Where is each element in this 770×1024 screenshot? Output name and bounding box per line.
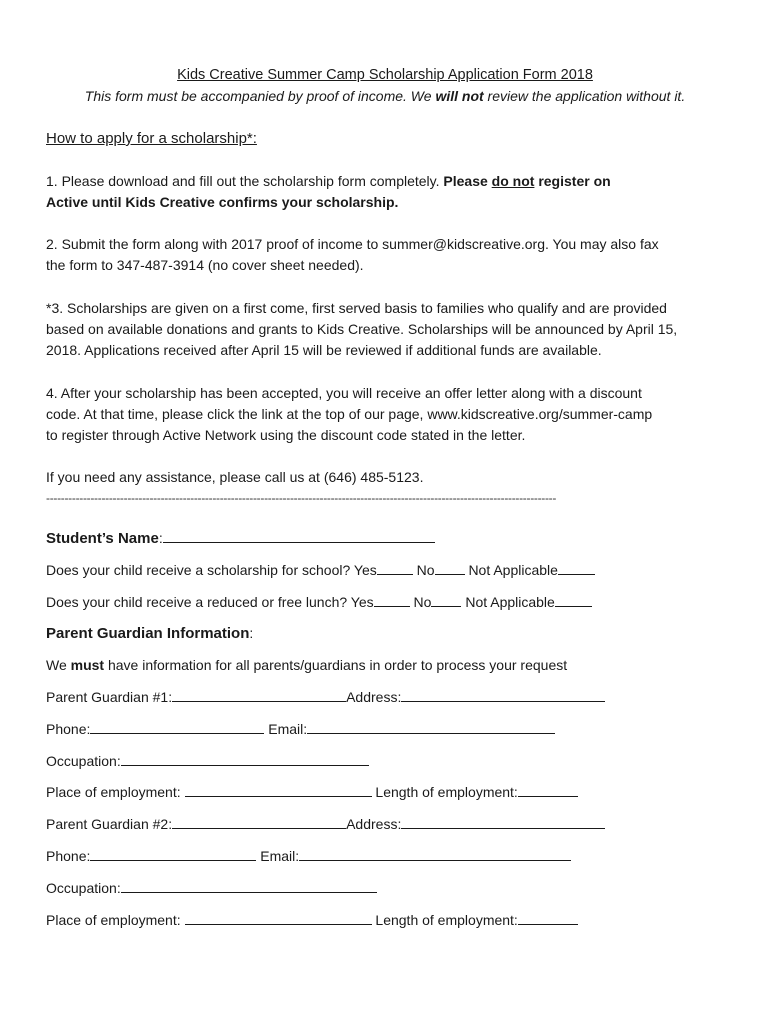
parent-guardian-heading: Parent Guardian Information bbox=[46, 625, 250, 642]
lunch-no-label: No bbox=[413, 594, 432, 610]
lunch-row bbox=[46, 591, 592, 613]
pg2-phone-label: Phone: bbox=[46, 848, 91, 864]
step1-bold-b: register on bbox=[534, 173, 611, 189]
parent-heading-colon: : bbox=[249, 625, 254, 641]
pg2-email-field[interactable] bbox=[299, 845, 571, 861]
subtitle-emphasis: will not bbox=[435, 88, 484, 104]
step1-do-not: do not bbox=[491, 173, 535, 189]
pg1-length-label: Length of employment: bbox=[375, 784, 518, 800]
page-title: Kids Creative Summer Camp Scholarship Application Form 2018 bbox=[177, 67, 593, 83]
student-name-field[interactable] bbox=[163, 527, 435, 543]
pg1-occupation-label: Occupation: bbox=[46, 753, 121, 769]
pg1-length-field[interactable] bbox=[518, 781, 578, 797]
pg2-phone-field[interactable] bbox=[90, 845, 256, 861]
pg2-occupation-field[interactable] bbox=[121, 877, 377, 893]
pg2-phone-row bbox=[46, 845, 571, 867]
student-name-colon: : bbox=[158, 530, 163, 546]
pg1-occupation-field[interactable] bbox=[121, 750, 369, 766]
pg1-email-field[interactable] bbox=[307, 718, 555, 734]
pg1-label: Parent Guardian #1: bbox=[46, 689, 173, 705]
pg2-length-field[interactable] bbox=[518, 909, 578, 925]
pg1-phone-field[interactable] bbox=[90, 718, 264, 734]
pg1-row bbox=[46, 686, 605, 708]
step3-line2: based on available donations and grants to Kids Creative. Scholarships will be announced by April 15, bbox=[46, 321, 678, 337]
pg2-employment-field[interactable] bbox=[185, 909, 372, 925]
pg2-employment-label: Place of employment: bbox=[46, 912, 181, 928]
school-no-field[interactable] bbox=[435, 559, 465, 575]
step1-line1 bbox=[46, 171, 611, 192]
school-na-label: Not Applicable bbox=[468, 562, 558, 578]
pg1-address-field[interactable] bbox=[401, 686, 605, 702]
school-no-label: No bbox=[416, 562, 435, 578]
school-yes-field[interactable] bbox=[377, 559, 413, 575]
pg2-length-label: Length of employment: bbox=[375, 912, 518, 928]
step1-line2: Active until Kids Creative confirms your scholarship. bbox=[46, 194, 399, 210]
pg1-email-label: Email: bbox=[268, 721, 308, 737]
pg2-email-label: Email: bbox=[260, 848, 300, 864]
assistance-line: If you need any assistance, please call us at (646) 485-5123. bbox=[46, 469, 424, 485]
pg2-address-label: Address: bbox=[346, 816, 402, 832]
school-question: Does your child receive a scholarship for school? Yes bbox=[46, 562, 377, 578]
pg1-address-label: Address: bbox=[346, 689, 402, 705]
must-post: have information for all parents/guardians in order to process your request bbox=[104, 657, 568, 673]
pg2-name-field[interactable] bbox=[172, 813, 346, 829]
pg1-occupation-row bbox=[46, 750, 369, 772]
pg2-occupation-row bbox=[46, 877, 377, 899]
step4-line2: code. At that time, please click the link at the top of our page, www.kidscreative.org/summer-camp bbox=[46, 406, 653, 422]
step4-line3: to register through Active Network using the discount code stated in the letter. bbox=[46, 427, 526, 443]
pg1-employment-row bbox=[46, 781, 578, 803]
pg1-employment-label: Place of employment: bbox=[46, 784, 181, 800]
subtitle-text: This form must be accompanied by proof of income. We bbox=[84, 88, 436, 104]
step1-bold-a: Please bbox=[443, 173, 492, 189]
parent-heading-row bbox=[46, 623, 253, 644]
school-na-field[interactable] bbox=[558, 559, 595, 575]
page-subtitle bbox=[0, 86, 770, 107]
step1-text: 1. Please download and fill out the scholarship form completely. bbox=[46, 173, 444, 189]
student-name-label: Student’s Name bbox=[46, 530, 159, 547]
school-scholarship-row bbox=[46, 559, 595, 581]
lunch-yes-field[interactable] bbox=[374, 591, 410, 607]
step3-line3: 2018. Applications received after April 15 will be reviewed if additional funds are available. bbox=[46, 342, 602, 358]
must-emphasis: must bbox=[70, 657, 105, 673]
subtitle-text-end: review the application without it. bbox=[483, 88, 686, 104]
pg2-occupation-label: Occupation: bbox=[46, 880, 121, 896]
lunch-no-field[interactable] bbox=[431, 591, 461, 607]
pg1-phone-label: Phone: bbox=[46, 721, 91, 737]
pg2-employment-row bbox=[46, 909, 578, 931]
step4-line1: 4. After your scholarship has been accepted, you will receive an offer letter along with a discount bbox=[46, 385, 642, 401]
student-name-row bbox=[46, 527, 435, 549]
pg1-name-field[interactable] bbox=[172, 686, 346, 702]
lunch-na-field[interactable] bbox=[555, 591, 592, 607]
section-divider: ------------------------------------------------------------------------------------------------------------------------------------------ bbox=[46, 491, 557, 505]
lunch-question: Does your child receive a reduced or free lunch? Yes bbox=[46, 594, 374, 610]
step3-line1: *3. Scholarships are given on a first come, first served basis to families who qualify and are provided bbox=[46, 300, 667, 316]
lunch-na-label: Not Applicable bbox=[465, 594, 555, 610]
pg1-employment-field[interactable] bbox=[185, 781, 372, 797]
must-line bbox=[46, 655, 567, 676]
pg2-address-field[interactable] bbox=[401, 813, 605, 829]
step2-line2: the form to 347-487-3914 (no cover sheet needed). bbox=[46, 257, 364, 273]
step2-line1: 2. Submit the form along with 2017 proof of income to summer@kidscreative.org. You may also fax bbox=[46, 236, 659, 252]
pg1-phone-row bbox=[46, 718, 555, 740]
must-pre: We bbox=[46, 657, 71, 673]
how-to-apply-heading: How to apply for a scholarship*: bbox=[46, 130, 257, 147]
pg2-label: Parent Guardian #2: bbox=[46, 816, 173, 832]
pg2-row bbox=[46, 813, 605, 835]
